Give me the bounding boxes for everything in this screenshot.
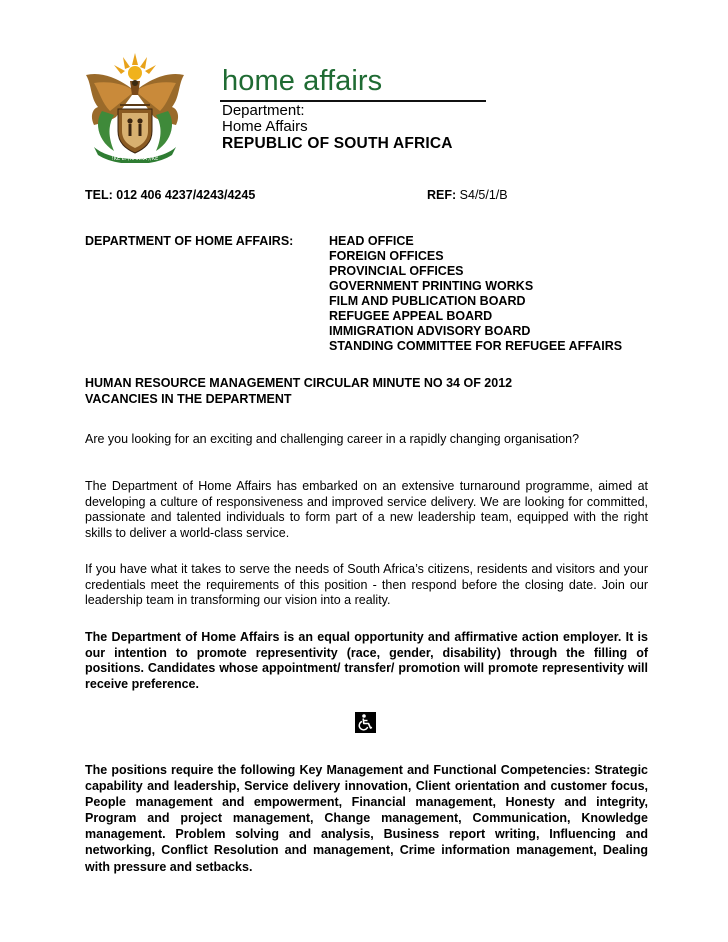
reference-value: S4/5/1/B [459,188,508,202]
telephone-line: TEL: 012 406 4237/4243/4245 [85,188,256,202]
office-item: STANDING COMMITTEE FOR REFUGEE AFFAIRS [329,339,623,354]
department-heading: DEPARTMENT OF HOME AFFAIRS: [85,234,294,248]
reference-line [427,188,508,203]
turnaround-paragraph: The Department of Home Affairs has embarked on an extensive turnaround programme, aimed at developing a culture of responsiveness and improved service delivery. We are looking for committed, passionate and talented individuals to form part of a new leadership team, equipped with the right skills to deliver a world-class service. [85,479,648,540]
department-label: Department: [222,102,305,119]
office-item: REFUGEE APPEAL BOARD [329,309,493,324]
crest-motto: !KE E: /XARRA //KE [111,156,159,162]
office-item: GOVERNMENT PRINTING WORKS [329,279,534,294]
circular-title-line: HUMAN RESOURCE MANAGEMENT CIRCULAR MINUTE NO 34 OF 2012 [85,376,513,390]
office-item: PROVINCIAL OFFICES [329,264,464,279]
office-item: HEAD OFFICE [329,234,414,248]
office-item: FOREIGN OFFICES [329,249,444,264]
intro-question: Are you looking for an exciting and challenging career in a rapidly changing organisation? [85,432,580,446]
reference-label: REF: [427,188,457,202]
equity-statement: The Department of Home Affairs is an equal opportunity and affirmative action employer. It is our intention to promote representivity (race, gender, disability) through the filling of positions. Candidates whose appointment/ transfer/ promotion will promote representivity will receive preference. [85,630,648,691]
requirements-paragraph: If you have what it takes to serve the needs of South Africa’s citizens, residents and visitors and your credentials meet the requirements of this position - then respond before the closing date. Join our leadership team in transforming our vision into a reality. [85,562,648,607]
country-name: REPUBLIC OF SOUTH AFRICA [222,135,453,152]
office-item: IMMIGRATION ADVISORY BOARD [329,324,531,339]
circular-title [85,375,512,407]
circular-subtitle-line: VACANCIES IN THE DEPARTMENT [85,392,292,406]
wheelchair-icon [355,712,376,733]
department-name: Home Affairs [222,118,308,135]
brand-wordmark: home affairs [222,65,383,97]
office-item: FILM AND PUBLICATION BOARD [329,294,526,309]
competencies-paragraph: The positions require the following Key Management and Functional Competencies: Strategic capability and leadership, Service delivery innovation, Client orientation and customer focus, People management and empowerment, Financial management, Honesty and integrity, Program and project management, Change management, Communication, Knowledge management. Problem solving and analysis, Business report writing, Influencing and networking, Conflict Resolution and management, Crime information management, Dealing with pressure and setbacks. [85,763,648,874]
coat-of-arms-icon [80,51,190,163]
office-list [329,234,622,354]
